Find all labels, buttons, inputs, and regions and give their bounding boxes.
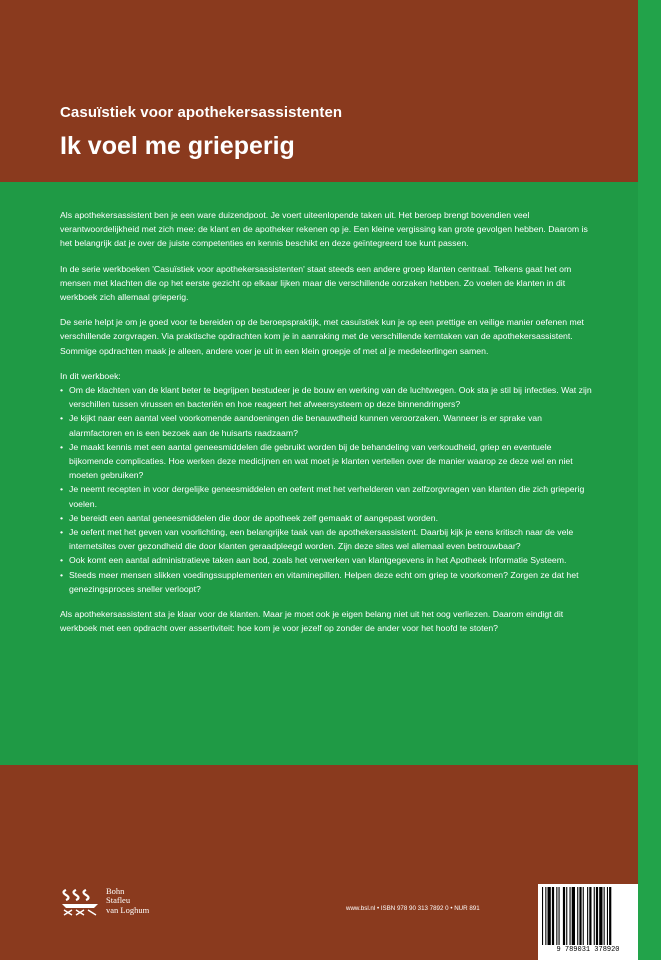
barcode-bar (583, 887, 584, 945)
publisher-block (60, 886, 149, 916)
barcode-bar (556, 887, 557, 945)
list-item-text: Om de klachten van de klant beter te begrijpen bestudeer je de bouw en werking van de luchtwegen. Ook sta je stil bij infecties. Wat zijn verschillen tussen virussen en bacteriën en hoe reageert het afweersysteem op deze binnendringers? (69, 385, 592, 410)
paragraph-1: Als apothekersassistent ben je een ware duizendpoot. Je voert uiteenlopende taken uit. Het beroep brengt bovendien veel verantwoordelijkheid met zich mee: de klant en de apotheker rekenen op je. Een kleine vergissing kan grote gevolgen hebben. Daarom is het belangrijk dat je over de juiste competenties en kennis beschikt en deze geïntegreerd toe kunt passen. (60, 210, 588, 249)
list-item-text: Je bereidt een aantal geneesmiddelen die door de apotheek zelf gemaakt of aangepast worden. (69, 512, 438, 523)
barcode-bar (587, 887, 588, 945)
list-item-text: Je neemt recepten in voor dergelijke geneesmiddelen en oefent met het verhelderen van zelfzorgvragen van klanten die zich grieperig voelen. (69, 484, 585, 509)
list-item (60, 383, 592, 411)
barcode-bar (552, 887, 554, 945)
publisher-line: van Loghum (106, 904, 150, 915)
barcode-bar (563, 887, 565, 945)
paragraph-3: De serie helpt je om je goed voor te bereiden op de beroepspraktijk, met casuïstiek kun je op een prettige en veilige manier oefenen met verschillende zorgvragen. Via praktische opdrachten kom je in aanraking met de verschillende kerntaken van de apothekersassistent. Sommige opdrachten maak je alleen, andere voer je uit in een klein groepje of met al je medeleerlingen samen. (60, 317, 584, 356)
barcode-bar (607, 887, 608, 945)
barcode-number: 9 789031 378920 (556, 946, 620, 954)
paragraph-4: Als apothekersassistent sta je klaar voor de klanten. Maar je moet ook je eigen belang niet uit het oog verliezen. Daarom eindigt dit werkboek met een opdracht over assertiviteit: hoe kom je voor jezelf op zonder de ander voor het hoofd te stoten? (60, 609, 564, 634)
bullet-icon: • (60, 441, 64, 452)
barcode-bar (572, 887, 575, 945)
bullet-icon: • (60, 569, 64, 580)
barcode (538, 884, 638, 960)
barcode-bar (579, 887, 581, 945)
barcode-bar (594, 887, 595, 945)
barcode-bar (599, 887, 602, 945)
list-item-text: Je kijkt naar een aantal veel voorkomende aandoeningen die benauwdheid kunnen veroorzaken. Wanneer is er sprake van alarmfactoren en is een bezoek aan de huisarts raadzaam? (69, 413, 542, 438)
isbn-line: www.bsl.nl • ISBN 978 90 313 7892 0 • NUR 891 (346, 905, 480, 912)
list-item (60, 411, 592, 439)
barcode-bar (570, 887, 571, 945)
bullet-icon: • (60, 527, 64, 538)
list-heading: In dit werkboek: (60, 370, 121, 381)
barcode-bar (604, 887, 605, 945)
list-item (60, 568, 592, 596)
bullet-icon: • (60, 555, 64, 566)
list-item-text: Je maakt kennis met een aantal geneesmiddelen die gebruikt worden bij de behandeling van verkoudheid, griep en eventuele bijkomende complicaties. Hoe werken deze medicijnen en wat moet je klanten vertellen over de manier waarop ze deze wel en niet moeten gebruiken? (69, 441, 573, 481)
series-title: Casuïstiek voor apothekersassistenten (60, 104, 343, 121)
barcode-bar (559, 887, 560, 945)
list-item-text: Steeds meer mensen slikken voedingssupplementen en vitaminepillen. Helpen deze echt om griep te voorkomen? Zorgen ze dat het genezingsproces sneller verloopt? (69, 569, 579, 594)
list-item (60, 440, 592, 483)
publisher-line: Stafleu (106, 895, 131, 906)
bullet-icon: • (60, 512, 64, 523)
bullet-icon: • (60, 385, 64, 396)
barcode-bar (545, 887, 546, 945)
barcode-bar (609, 887, 611, 945)
barcode-bars (542, 887, 634, 945)
list-item (60, 553, 592, 567)
bsl-logo-icon (60, 886, 100, 916)
spine-strip (638, 0, 661, 960)
list-item (60, 482, 592, 510)
content-list (60, 383, 592, 596)
paragraph-2: In de serie werkboeken 'Casuïstiek voor apothekersassistenten' staat steeds een andere groep klanten centraal. Telkens gaat het om mensen met klachten die op het eerste gezicht op elkaar lijken maar die verschillende oorzaken hebben. Zo voelen de klanten in dit werkboek zich allemaal grieperig. (60, 263, 572, 303)
barcode-bar (596, 887, 598, 945)
bullet-icon: • (60, 413, 64, 424)
barcode-bar (542, 887, 543, 945)
list-item (60, 525, 592, 553)
barcode-bar (577, 887, 578, 945)
list-item-text: Je oefent met het geven van voorlichting, een belangrijke taak van de apothekersassistent. Daarbij kijk je eens kritisch naar de vele internetsites over gezondheid die door klanten geraadpleegd worden. Zijn deze sites wel allemaal even betrouwbaar? (69, 527, 574, 552)
publisher-name (106, 887, 149, 916)
barcode-bar (548, 887, 551, 945)
list-item (60, 511, 592, 525)
publisher-line: Bohn (106, 885, 125, 896)
list-item-text: Ook komt een aantal administratieve taken aan bod, zoals het verwerken van klantgegevens in het Apotheek Informatie Systeem. (69, 555, 567, 566)
barcode-bar (589, 887, 591, 945)
bullet-icon: • (60, 484, 64, 495)
back-cover-text (60, 208, 592, 646)
barcode-bar (566, 887, 567, 945)
book-title: Ik voel me grieperig (60, 132, 295, 160)
